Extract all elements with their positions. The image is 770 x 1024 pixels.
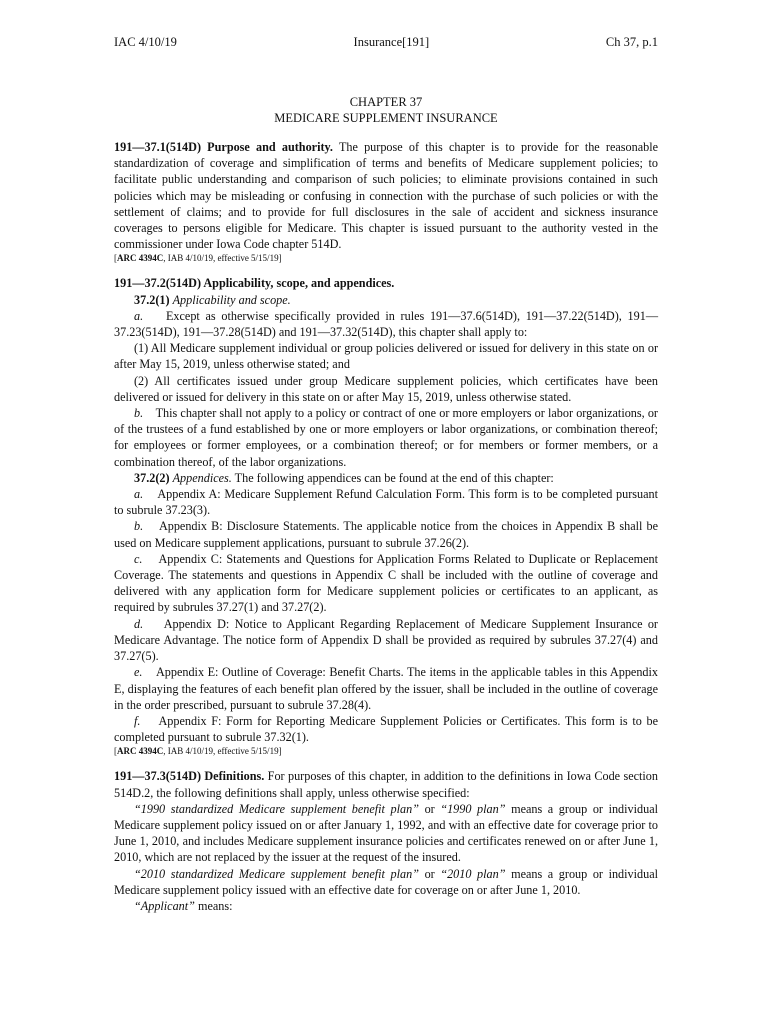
document-body [114, 139, 658, 914]
header-title: Insurance[191] [353, 35, 430, 49]
appendix-item: e. Appendix E: Outline of Coverage: Benefit Charts. The items in the applicable tables in this Appendix E, displaying the features of each benefit plan offered by the issuer, shall be included in the outline of coverage in the order prescribed, pursuant to subrule 37.28(4). [114, 665, 658, 712]
definition-2010-plan: “2010 standardized Medicare supplement benefit plan” or “2010 plan” means a group or individual Medicare supplement policy issued with an effective date for coverage on or after June 1, 2010. [114, 866, 658, 897]
appendix-item: d. Appendix D: Notice to Applicant Regarding Replacement of Medicare Supplement Insurance or Medicare Advantage. The notice form of Appendix D shall be provided as required by subrules 37.27(4) and 37.27(5). [114, 616, 658, 664]
rule-37-2-title: 191—37.2(514D) Applicability, scope, and appendices. [114, 276, 395, 291]
history-note: [ARC 4394C, IAB 4/10/19, effective 5/15/19] [114, 253, 282, 264]
chapter-title: MEDICARE SUPPLEMENT INSURANCE [274, 111, 498, 125]
paragraph-b: b. This chapter shall not apply to a policy or contract of one or more employers or labor organizations, or of the trustees of a fund established by one or more employers or labor organizations, or combination thereof; for employees or former employees, or a combination thereof; or for members or former members, or a combination thereof, of the labor organizations. [114, 406, 658, 469]
paragraph-a: a. Except as otherwise specifically provided in rules 191—37.6(514D), 191—37.22(514D), 191—37.23(514D), 191—37.28(514D) and 191—37.32(514D), this chapter shall apply to: [114, 308, 659, 340]
chapter-number: CHAPTER 37 [349, 95, 423, 109]
rule-37-1 [114, 139, 658, 252]
header-date: IAC 4/10/19 [114, 35, 177, 49]
subrule-37-2-1: 37.2(1) Applicability and scope. [134, 292, 291, 307]
definition-applicant: “Applicant” means: [134, 898, 233, 913]
rule-37-3: 191—37.3(514D) Definitions. For purposes of this chapter, in addition to the definitions in Iowa Code section 514D.2, the following definitions shall apply, unless otherwise specified: [114, 769, 658, 800]
appendix-item: f. Appendix F: Form for Reporting Medicare Supplement Policies or Certificates. This form is to be completed pursuant to subrule 37.32(1). [114, 713, 659, 745]
appendix-item: c. Appendix C: Statements and Questions for Application Forms Related to Duplicate or Replacement Coverage. The statements and questions in Appendix C shall be included with the outline of coverage and delivered with any application form for Medicare supplement policies or certificates to an applicant, as required by subrules 37.27(1) and 37.27(2). [114, 551, 658, 615]
chapter-heading [114, 94, 658, 126]
rule-37-1-title: 191—37.1(514D) Purpose and authority. [114, 140, 333, 154]
rule-37-1-text: The purpose of this chapter is to provide for the reasonable standardization of coverage and simplification of terms and benefits of Medicare supplement policies; to facilitate public understanding and comparison of such policies; to eliminate provisions contained in such policies which may be misleading or confusing in connection with the purchase of such policies or with the settlement of claims; and to provide for full disclosures in the sale of accident and sickness insurance coverages to persons eligible for Medicare. This chapter is issued pursuant to the authority vested in the commissioner under Iowa Code chapter 514D. [114, 140, 658, 252]
arc-number: ARC 4394C [117, 746, 164, 757]
header-page: Ch 37, p.1 [605, 35, 658, 49]
appendix-item: b. Appendix B: Disclosure Statements. The applicable notice from the choices in Appendix B shall be used on Medicare supplement applications, pursuant to subrule 37.26(2). [114, 519, 659, 550]
rule-37-3-title: 191—37.3(514D) Definitions. [114, 769, 265, 784]
running-header [114, 34, 658, 50]
arc-number: ARC 4394C [117, 253, 164, 264]
paragraph-a-2: (2) All certificates issued under group Medicare supplement policies, which certificates have been delivered or issued for delivery in this state on or after May 15, 2019, unless otherwise stated. [114, 373, 658, 404]
subrule-37-2-2: 37.2(2) Appendices. The following appendices can be found at the end of this chapter: [134, 470, 554, 485]
history-note: [ARC 4394C, IAB 4/10/19, effective 5/15/19] [114, 746, 282, 757]
paragraph-a-1: (1) All Medicare supplement individual or group policies delivered or issued for delivery in this state on or after May 15, 2019, unless otherwise stated; and [114, 341, 658, 372]
definition-1990-plan: “1990 standardized Medicare supplement benefit plan” or “1990 plan” means a group or individual Medicare supplement policy issued on or after January 1, 1992, and with an effective date for coverage prior to June 1, 2010, and includes Medicare supplement insurance policies and certificates renewed on or after June 1, 2010, which are not replaced by the issuer at the request of the insured. [114, 801, 658, 865]
appendix-item: a. Appendix A: Medicare Supplement Refund Calculation Form. This form is to be completed pursuant to subrule 37.23(3). [114, 487, 658, 518]
